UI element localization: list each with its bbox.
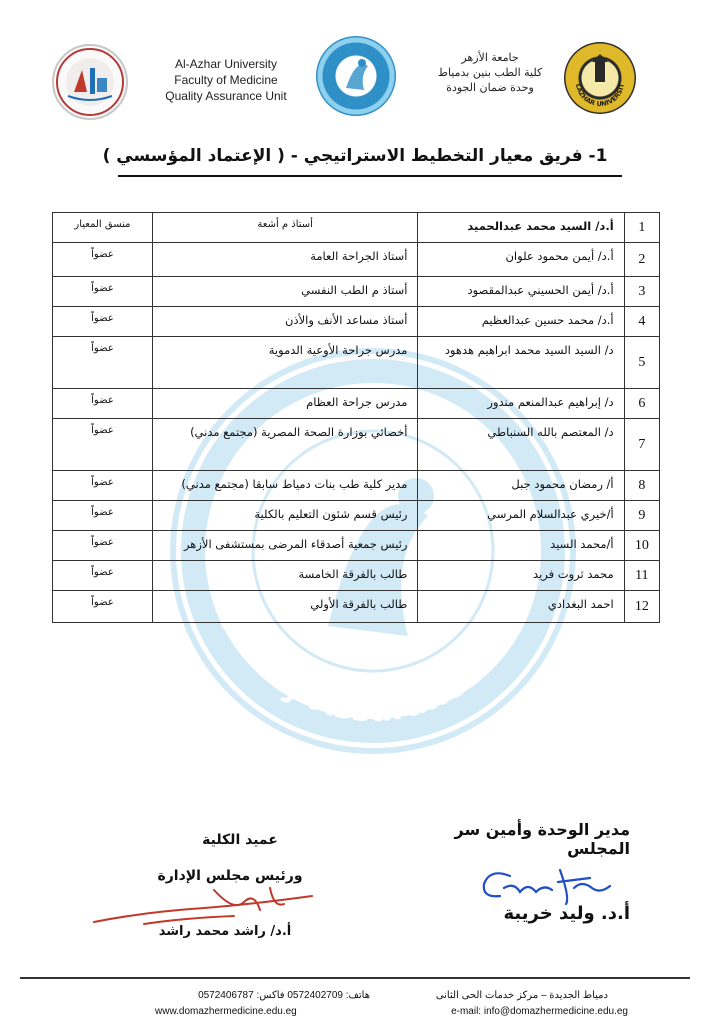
university-name-english [146,56,306,104]
member-title: مدرس جراحة العظام [152,389,418,419]
row-number: 2 [624,243,659,277]
member-name: د/ إبراهيم عبدالمنعم مندور [418,389,624,419]
member-name: د/ المعتصم بالله السنباطي [418,419,624,471]
document-title: 1- فريق معيار التخطيط الاستراتيجي - ( الإعتماد المؤسسي ) [102,146,608,166]
table-row [53,591,660,623]
table-row [53,307,660,337]
member-role: عضواً [53,501,153,531]
unit-name-ar: وحدة ضمان الجودة [446,81,534,94]
member-name: احمد البغدادي [418,591,624,623]
member-name: أ.د/ السيد محمد عبدالحميد [418,213,624,243]
member-title: أستاذ م الطب النفسي [152,277,418,307]
member-role: عضواً [53,531,153,561]
member-title: أستاذ م أشعة [152,213,418,243]
unit-director-name: أ.د. وليد خريبة [503,903,630,924]
row-number: 6 [624,389,659,419]
member-title: رئيس قسم شئون التعليم بالكلية [152,501,418,531]
member-role: عضواً [53,389,153,419]
row-number: 11 [624,561,659,591]
member-name: محمد ثروت فريد [418,561,624,591]
quality-assurance-logo [316,36,396,116]
member-role: عضواً [53,307,153,337]
member-name: د/ السيد السيد محمد ابراهيم هدهود [418,337,624,389]
table-row [53,337,660,389]
member-role: منسق المعيار [53,213,153,243]
table-row [53,389,660,419]
footer-address: دمياط الجديدة – مركز خدمات الحى الثانى [435,990,608,1001]
member-name: أ/خيري عبدالسلام المرسي [418,501,624,531]
member-title: طالب بالفرقة الأولي [152,591,418,623]
faculty-name: Faculty of Medicine [174,73,278,87]
university-name-ar: جامعة الأزهر [461,51,519,64]
member-name: أ.د/ أيمن محمود علوان [418,243,624,277]
member-title: طالب بالفرقة الخامسة [152,561,418,591]
member-role: عضواً [53,419,153,471]
university-name-arabic [420,50,560,95]
member-role: عضواً [53,337,153,389]
member-role: عضواً [53,591,153,623]
al-azhar-university-logo [564,42,636,114]
row-number: 9 [624,501,659,531]
member-title: مدرس جراحة الأوعية الدموية [152,337,418,389]
member-role: عضواً [53,243,153,277]
row-number: 1 [624,213,659,243]
faculty-logo [52,44,128,120]
member-title: أستاذ مساعد الأنف والأذن [152,307,418,337]
unit-name: Quality Assurance Unit [165,89,287,103]
row-number: 8 [624,471,659,501]
table-row [53,243,660,277]
unit-director-title: مدير الوحدة وأمين سر المجلس [454,820,630,858]
table-row [53,531,660,561]
unit-director-signature [470,858,630,908]
footer-divider [20,977,690,979]
table-row [53,419,660,471]
row-number: 4 [624,307,659,337]
member-title: أستاذ الجراحة العامة [152,243,418,277]
faculty-name-ar: كلية الطب بنين بدمياط [437,66,543,79]
row-number: 10 [624,531,659,561]
member-name: أ/ رمضان محمود جبل [418,471,624,501]
member-name: أ.د/ أيمن الحسيني عبدالمقصود [418,277,624,307]
member-name: أ.د/ محمد حسين عبدالعظيم [418,307,624,337]
row-number: 12 [624,591,659,623]
member-role: عضواً [53,561,153,591]
member-title: أخصائي بوزارة الصحة المصرية (مجتمع مدني) [152,419,418,471]
row-number: 5 [624,337,659,389]
right-logo-text: LAZHAR UNIVERSIT [574,82,627,109]
board-chair-title: ورئيس مجلس الإدارة [157,868,303,884]
member-title: مدير كلية طب بنات دمياط سابقا (مجتمع مدني) [152,471,418,501]
table-row [53,277,660,307]
member-role: عضواً [53,471,153,501]
row-number: 3 [624,277,659,307]
title-underline [118,175,622,177]
team-members-table [52,212,660,623]
table-row [53,561,660,591]
table-row [53,501,660,531]
footer-email[interactable]: e-mail: info@domazhermedicine.edu.eg [451,1006,628,1017]
university-name: Al-Azhar University [174,57,278,71]
member-role: عضواً [53,277,153,307]
dean-name: أ.د/ راشد محمد راشد [158,924,292,939]
member-title: رئيس جمعية أصدقاء المرضى بمستشفى الأزهر [152,531,418,561]
footer-website[interactable]: www.domazhermedicine.edu.eg [155,1006,297,1017]
dean-title: عميد الكلية [202,832,278,848]
table-row [53,471,660,501]
member-name: أ/محمد السيد [418,531,624,561]
footer-phones: هاتف: 0572402709 فاكس: 0572406787 [198,990,370,1001]
watermark-text: Quality Assurance Unit [211,594,535,730]
row-number: 7 [624,419,659,471]
table-row [53,213,660,243]
